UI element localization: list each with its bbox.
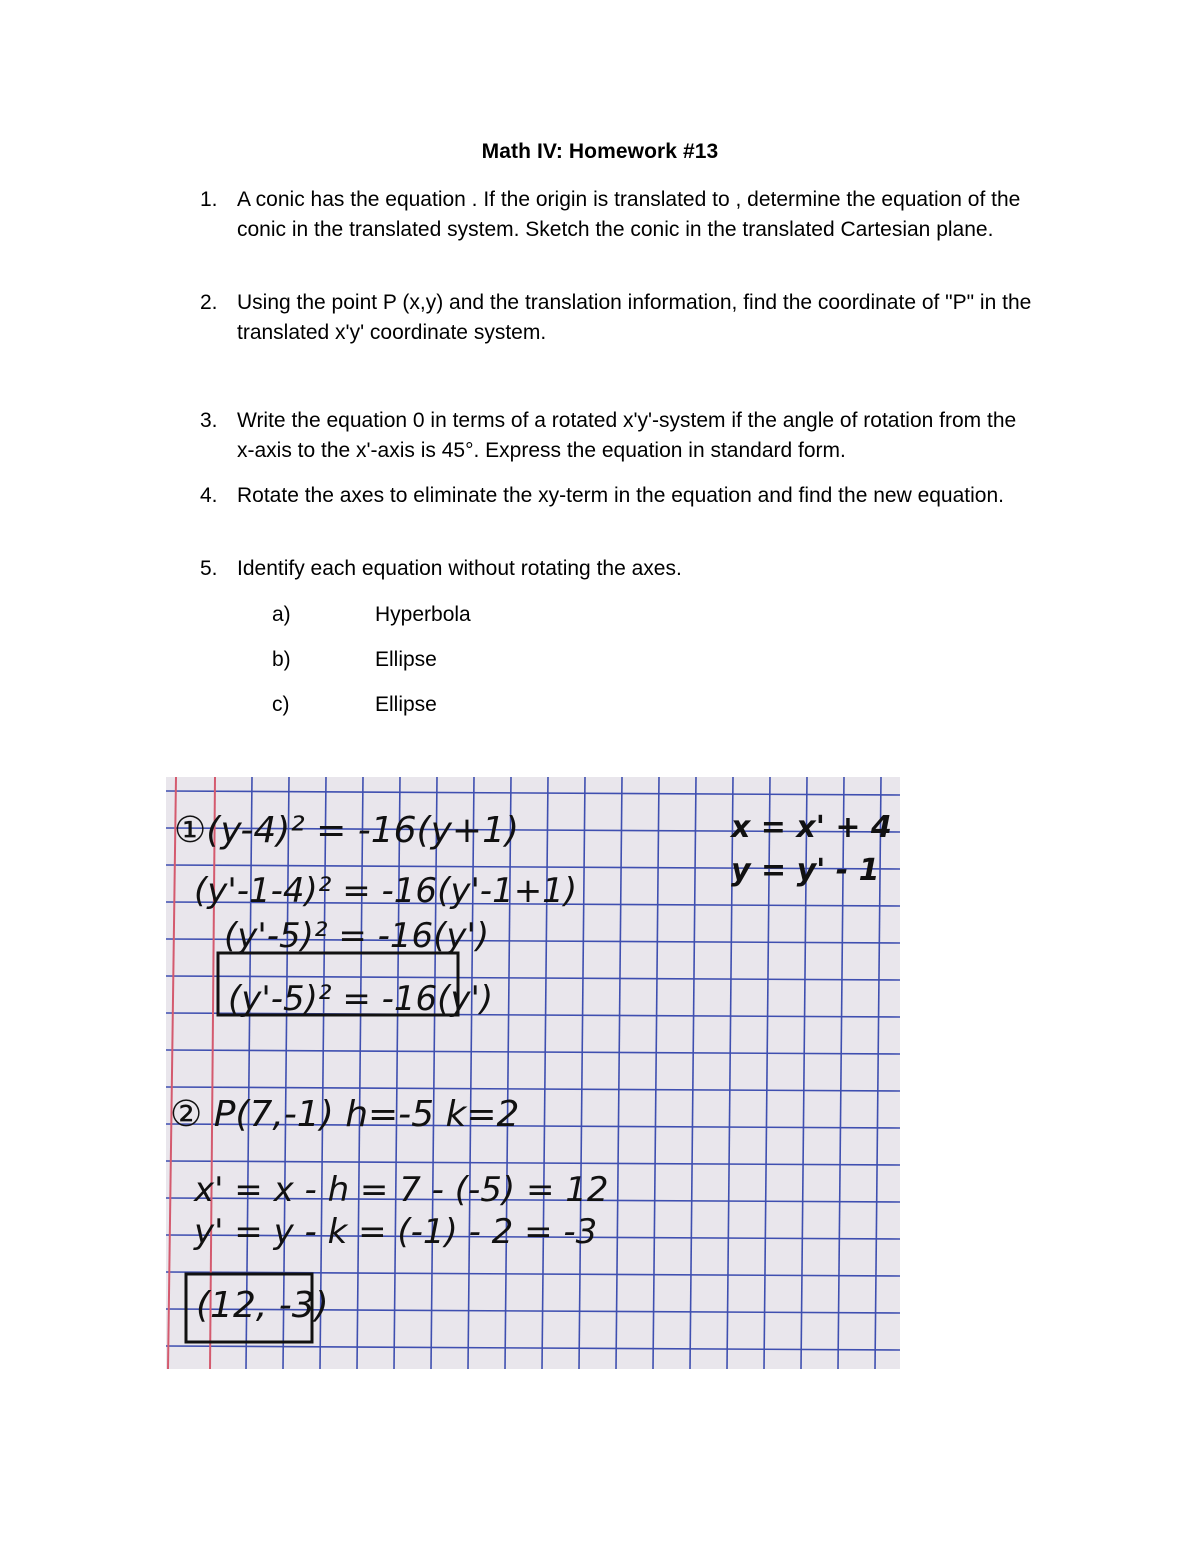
page-title: Math IV: Homework #13 [481, 140, 719, 163]
hw-line-4: ② P(7,-1) h=-5 k=2 [170, 1094, 520, 1135]
question-text: Write the equation 0 in terms of a rotated x'y'-system if the angle of rotation from the x-axis to the x'-axis is 45°. Express the equation in standard form. [237, 409, 1017, 462]
question-number: 4. [200, 484, 218, 507]
answer-letter: b) [272, 648, 291, 671]
hw-boxed-2: (12, -3) [196, 1285, 329, 1326]
hw-subs-y: y = y' - 1 [731, 853, 880, 888]
question-number: 2. [200, 291, 218, 314]
hw-boxed-1: (y'-5)² = -16(y') [228, 979, 494, 1019]
question-number: 5. [200, 557, 218, 580]
handwritten-work-photo [166, 777, 900, 1369]
question-number: 3. [200, 409, 218, 432]
hw-subs-x: x = x' + 4 [731, 810, 892, 845]
answer-letter: c) [272, 693, 290, 716]
answer-text: Ellipse [375, 693, 437, 716]
hw-line-3: (y'-5)² = -16(y') [224, 916, 490, 956]
question-number: 1. [200, 188, 218, 211]
graph-paper [166, 777, 900, 1369]
hw-line-6: y' = y - k = (-1) - 2 = -3 [194, 1212, 598, 1252]
question-text: A conic has the equation . If the origin is translated to , determine the equation of the conic in the translated system. Sketch the conic in the translated Cartesian plane. [237, 188, 1021, 241]
hw-line-2: (y'-1-4)² = -16(y'-1+1) [194, 871, 578, 911]
hw-line-1: ①(y-4)² = -16(y+1) [174, 810, 520, 851]
answer-text: Ellipse [375, 648, 437, 671]
question-text: Identify each equation without rotating the axes. [237, 557, 682, 580]
answer-letter: a) [272, 603, 291, 626]
question-text: Using the point P (x,y) and the translation information, find the coordinate of "P" in the translated x'y' coordinate system. [237, 291, 1032, 344]
question-text: Rotate the axes to eliminate the xy-term in the equation and find the new equation. [237, 484, 1004, 507]
answer-text: Hyperbola [375, 603, 471, 626]
hw-line-5: x' = x - h = 7 - (-5) = 12 [194, 1170, 609, 1210]
